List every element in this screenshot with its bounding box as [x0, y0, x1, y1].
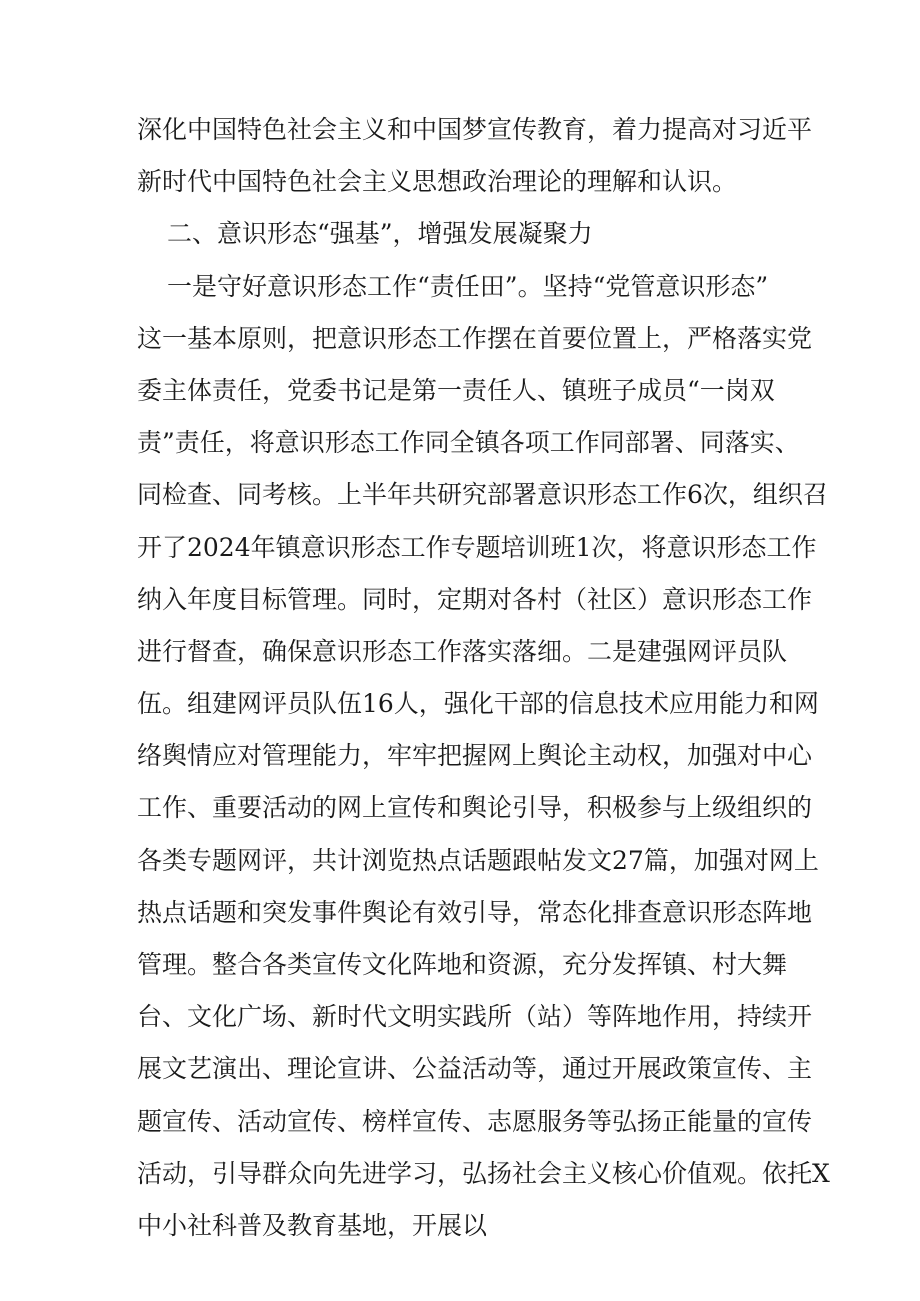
text-line: 同检查、同考核。上半年共研究部署意识形态工作6次，组织召	[137, 480, 828, 510]
text-line: 新时代中国特色社会主义思想政治理论的理解和认识。	[137, 167, 738, 197]
text-line: 伍。组建网评员队伍16人，强化干部的信息技术应用能力和网	[137, 689, 819, 719]
text-line: 委主体责任，党委书记是第一责任人、镇班子成员“一岗双	[137, 375, 775, 405]
text-line: 责”责任，将意识形态工作同全镇各项工作同部署、同落实、	[137, 428, 800, 458]
text-line: 活动，引导群众向先进学习，弘扬社会主义核心价值观。依托X	[137, 1158, 830, 1188]
text-line: 这一基本原则，把意识形态工作摆在首要位置上，严格落实党	[137, 323, 813, 353]
text-line: 台、文化广场、新时代文明实践所（站）等阵地作用，持续开	[137, 1002, 813, 1032]
text-line: 进行督查，确保意识形态工作落实落细。二是建强网评员队	[137, 636, 788, 666]
text-line: 络舆情应对管理能力，牢牢把握网上舆论主动权，加强对中心	[137, 741, 813, 771]
text-line: 纳入年度目标管理。同时，定期对各村（社区）意识形态工作	[137, 584, 813, 614]
text-line: 题宣传、活动宣传、榜样宣传、志愿服务等弘扬正能量的宣传	[137, 1106, 813, 1136]
text-line: 展文艺演出、理论宣讲、公益活动等，通过开展政策宣传、主	[137, 1054, 813, 1084]
text-line: 深化中国特色社会主义和中国梦宣传教育，着力提高对习近平	[137, 115, 813, 144]
text-line: 开了2024年镇意识形态工作专题培训班1次，将意识形态工作	[137, 532, 817, 562]
text-line: 热点话题和突发事件舆论有效引导，常态化排查意识形态阵地	[137, 897, 813, 927]
text-line: 中小社科普及教育基地，开展以	[137, 1210, 488, 1240]
text-line: 一是守好意识形态工作“责任田”。坚持“党管意识形态”	[167, 271, 769, 301]
text-line: 工作、重要活动的网上宣传和舆论引导，积极参与上级组织的	[137, 793, 813, 823]
section-heading: 二、意识形态“强基”，增强发展凝聚力	[167, 219, 593, 249]
text-line: 各类专题网评，共计浏览热点话题跟帖发文27篇，加强对网上	[137, 845, 819, 875]
body-text	[137, 104, 830, 1252]
text-line: 管理。整合各类宣传文化阵地和资源，充分发挥镇、村大舞	[137, 950, 788, 979]
